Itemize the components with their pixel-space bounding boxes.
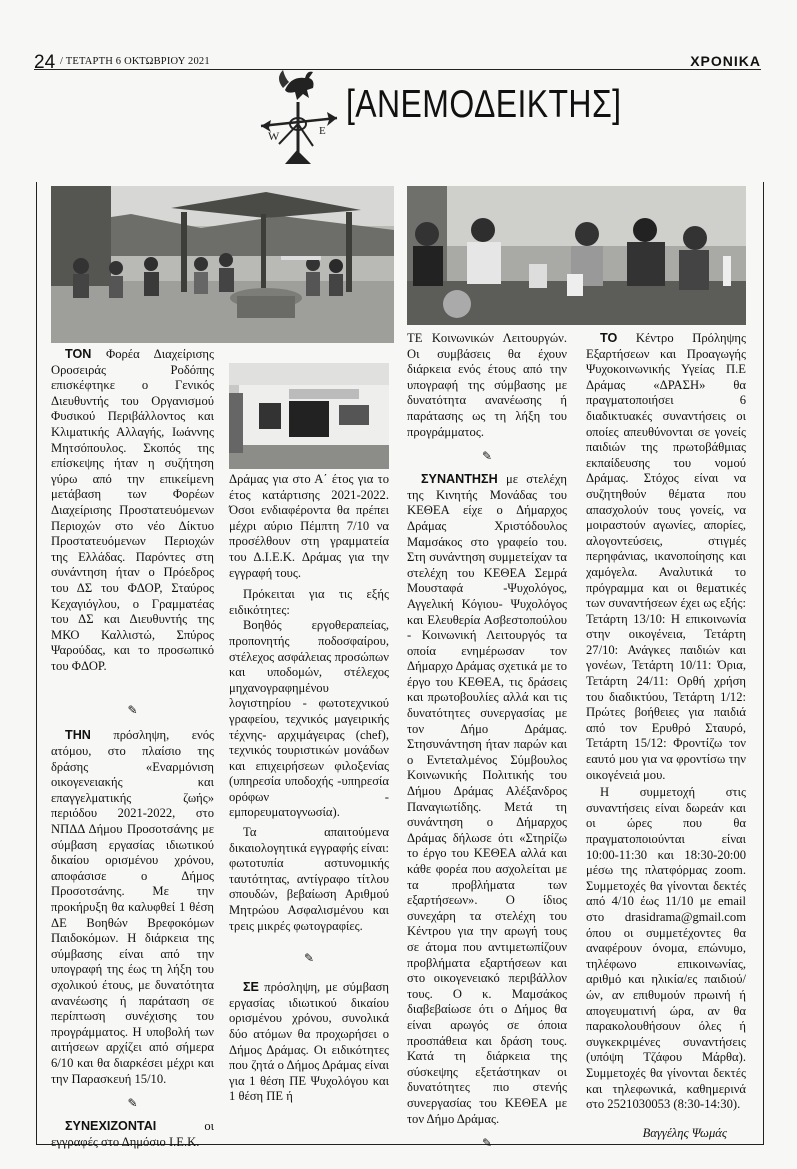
article-text: Κέντρο Πρόληψης Εξαρτήσεων και Προαγωγής Ψυχοκοινωνικής Υγείας Π.Ε Δράμας «ΔΡΑΣΗ» θα πραγματοποιήσει 6 διαδικτυακές συναντήσεις οι οποίες απευθύνονται σε γονείς παιδιών της πρωτοβάθμιας εκπαίδευσης του νομού Δράμας. Στόχος είναι να συζητηθούν θέματα που απασχολούν τους γονείς, να μοιραστούν αγωνίες, απορίες, αλογοντεύσεις, στιγμές περηφάνιας, ικανοποίησης και χαμόγελα. Αναλυτικά το πρόγραμμα και οι θεματικές των συναντήσεων έχει ως εξής: Τετάρτη 13/10: Η επικοινωνία στην οικογένεια, Τετάρτη 27/10: Ανάγκες παιδιών και γονέων, Τετάρτη 10/11: Όρια, Τετάρτη 24/11: Ορθή χρήση του διαδικτύου, Τετάρτη 1/12: Πρώτες βοήθειες για παιδιά από τον Ερυθρό Σταυρό, Τετάρτη 15/12: Φροντίζω τον εαυτό μου για να φροντίσω την οικογένειά μου. [586,331,746,782]
lead-word: ΣΥΝΕΧΙΖΟΝΤΑΙ [65,1119,157,1134]
lead-word: ΤΟΝ [65,347,92,361]
article-text: πρόσληψη, ενός ατόμου, στο πλαίσιο της δράσης «Εναρμόνιση οικογενειακής και επαγγελματικής ζωής» περιόδου 2021-2022, στο ΝΠΔΔ Δήμου Προσοτσάνης με σύμβαση εργασίας ιδιωτικού δικαίου ορισμένου χρόνου, αποφάσισε ο Δήμος Προσοτσάνης. Με την προκήρυξη θα καλυφθεί 1 θέση ΔΕ Βοηθών Βρεφοκόμων Παιδοκόμων. Η διάρκεια της σύμβασης είναι από την υπογραφή της έως τη λήξη του σχολικού έτους, με δυνατότητα ανανέωσης ή παράταση σε περίπτωση συνέχισης του προγράμματος. Η υποβολή των αιτήσεων αρχίζει από σήμερα 6/10 και θα διαρκέσει μέχρι και την Παρασκευή 15/10. [51,728,214,1086]
article-iek-continued: Δράμας για στο Α΄ έτος για το έτος κατάρτισης 2021-2022. Όσοι ενδιαφέροντα θα πρέπει μέχρι αύριο Πέμπτη 7/10 να προσέλθουν στη γραμματεία του Δ.Ι.Ε.Κ. Δράμας για την εγγραφή τους. [229,472,389,580]
weather-vane-icon [253,60,343,168]
column-4 [586,331,746,1113]
column-3 [407,331,567,1159]
svg-text:W: W [268,129,280,143]
lead-word: ΣΕ [243,980,259,995]
article-text: οι εγγραφές στο Δημόσιο Ι.Ε.Κ. [51,1119,214,1149]
column-2 [229,472,389,1105]
article-drama-hiring [229,980,389,1105]
column-title: [ΑΝΕΜΟΔΕΙΚΤΗΣ] [346,83,622,126]
article-text: πρόσληψη, με σύμβαση εργασίας ιδιωτικού δικαίου ορισμένου χρόνου, συνολικά δύο ατόμων θα προχωρήσει ο Δήμος Δράμας. Οι ειδικότητες που ζητά ο Δήμος Δράμας είναι για 1 θέση ΠΕ Ψυχολόγου και 1 θέση ΠΕ ή [229,980,390,1104]
separator-icon: ✎ [127,703,138,718]
issue-date: / ΤΕΤΑΡΤΗ 6 ΟΚΤΩΒΡΙΟΥ 2021 [60,56,210,67]
separator-icon: ✎ [481,449,493,464]
article-prosotsani-hiring [51,728,214,1087]
article-iek-enrollment [51,1119,214,1150]
article-text: Φορέα Διαχείρισης Οροσειράς Ροδόπης επισκέφτηκε ο Γενικός Διευθυντής του Οργανισμού Φυσικού Περιβάλλοντος και Κλιματικής Αλλαγής, Ιωάννης Μητσόπουλος. Σκοπός της επίσκεψης ήταν η συζήτηση γύρω από την επικείμενη μετάβαση των Φορέων Διαχείρισης Προστατευόμενων Περιοχών στο νέο Δίκτυο Προστατευόμενων Περιοχών της Ελλάδας. Παρόντες στη συνάντηση ήταν ο Πρόεδρος του ΔΣ του ΦΔΟΡ, Σταύρος Κεχαγιόγλου, ο Γραμματέας του ΔΣ και Διευθυντής της ΜΚΟ Καλλιστώ, Σπύρος Ψαρούδας, και το προσωπικό του ΦΔΟΡ. [51,347,214,673]
column-1 [51,347,214,1150]
separator-icon: ✎ [303,951,315,966]
lead-word: ΤΟ [600,331,618,345]
author-signature: Βαγγέλης Ψωμάς [642,1126,727,1140]
separator-icon: ✎ [127,1096,138,1111]
article-drasi-program [586,331,746,783]
article-forest-agency [51,347,214,674]
article-text: με στελέχη της Κινητής Μονάδας του ΚΕΘΕΑ είχε ο Δήμαρχος Δράμας Χριστόδουλος Μαμσάκος στο γραφείο του. Στη συνάντηση συμμετείχαν τα στελέχη του ΚΕΘΕΑ Σεμρά Μουσταφά -Ψυχολόγος, Αγγελική Κόγιου- Ψυχολόγος και Ελευθερία Ασβεστοπούλου - Κοινωνική Λειτουργός τα οποία ενημέρωσαν τον Δήμαρχο Δράμας σχετικά με το έργο του ΚΕΘΕΑ, τις δράσεις και πρωτοβουλίες αλλά και τις δυνατότητες συνεργασίας με τον Δήμο Δράμας. Στησυνάντηση ήταν παρών και ο Εντεταλμένος Σύμβουλος Κοινωνικής Πολιτικής του Δήμου Δράμας Αλέξανδρος Παναγιωτίδης. Μετά τη συνάντηση ο Δήμαρχος Δράμας δήλωσε ότι «Στηρίζω το έργο του ΚΕΘΕΑ αλλά και κάθε φορέα που ασχολείται με τα προβλήματα των εξαρτήσεων». Ο ίδιος συνεχάρη τα στελέχη του Κέντρου για την αρωγή τους σε άτομα που αντιμετωπίζουν προβλήματα εξαρτήσεων και στο οικογενειακό περιβάλλον τους. Ο κ. Μαμσάκος διαβεβαίωσε ότι ο Δήμος θα είναι αρωγός σε όποια προσπάθεια και δράση τους. Κατά τη διάρκεια της σύσκεψης εξετάστηκαν οι δυνατότητες πιο στενής συνεργασίας του ΚΕΘΕΑ με τον Δήμο Δράμας. [407,472,567,1126]
article-kethea-meeting [407,472,567,1127]
lead-word: ΣΥΝΑΝΤΗΣΗ [421,472,498,487]
article-iek-specialties-intro: Πρόκειται για τις εξής ειδικότητες: [229,587,389,617]
photo-outdoor-meeting [51,186,394,343]
article-drama-hiring-continued: ΤΕ Κοινωνικών Λειτουργών. Οι συμβάσεις θα έχουν διάρκεια ενός έτους από την υπογραφή της σύμβασης με δυνατότητα ανανέωσης ή παράτασης ως τη λήξη του προγράμματος. [407,331,567,439]
section-name: ΧΡΟΝΙΚΑ [690,53,761,69]
separator-icon: ✎ [481,1136,493,1151]
lead-word: ΤΗΝ [65,728,91,743]
photo-iek-building [229,363,389,469]
photo-kethea-meeting [407,186,746,325]
svg-text:E: E [319,125,326,137]
article-iek-documents: Τα απαιτούμενα δικαιολογητικά εγγραφής είναι: φωτοτυπία αστυνομικής ταυτότητας, αντίγραφο τίτλου σπουδών, βεβαίωση Αριθμού Μητρώου Ασφαλισμένου και τρεις μικρές φωτογραφίες. [229,825,389,933]
page-number: 24 [34,52,56,73]
article-iek-specialties: Βοηθός εργοθεραπείας, προπονητής ποδοσφαίρου, στέλεχος ασφάλειας προσώπων και υποδομών, στέλεχος μηχανογραφημένου λογιστηρίου - φωτοτεχνικού γραφείου, τεχνικός μαγειρικής τέχνης- αρχιμάγειρας (chef), τεχνικός τουριστικών μονάδων και επιχειρήσεων φιλοξενίας (υπηρεσία υποδοχής -υπηρεσία ορόφων - εμπορευματογνωσία). [229,618,389,820]
article-drasi-participation: Η συμμετοχή στις συναντήσεις είναι δωρεάν και οι ώρες που θα πραγματοποιούνται είναι 10:00-11:30 και 18:30-20:00 μέσω της πλατφόρμας zoom. Συμμετοχές θα γίνονται δεκτές από 4/10 έως 11/10 με email στο drasidrama@gmail.com όπου οι συμμετέχοντες θα αναφέρουν όνομα, επώνυμο, τηλέφωνο επικοινωνίας, αριθμό και ηλικία/ες παιδιού/ών, αν επιθυμούν πρωινή ή απογευματινή ώρα, αν θα παρακολουθήσουν όλες ή συγκεκριμένες συναντήσεις (υπόψη Τζάφου Μάρθα). Συμμετοχές θα γίνονται δεκτές και τηλεφωνικά, καθημερινά στο 2521030053 (8:30-14:30). [586,785,746,1112]
header-rule [34,69,761,70]
